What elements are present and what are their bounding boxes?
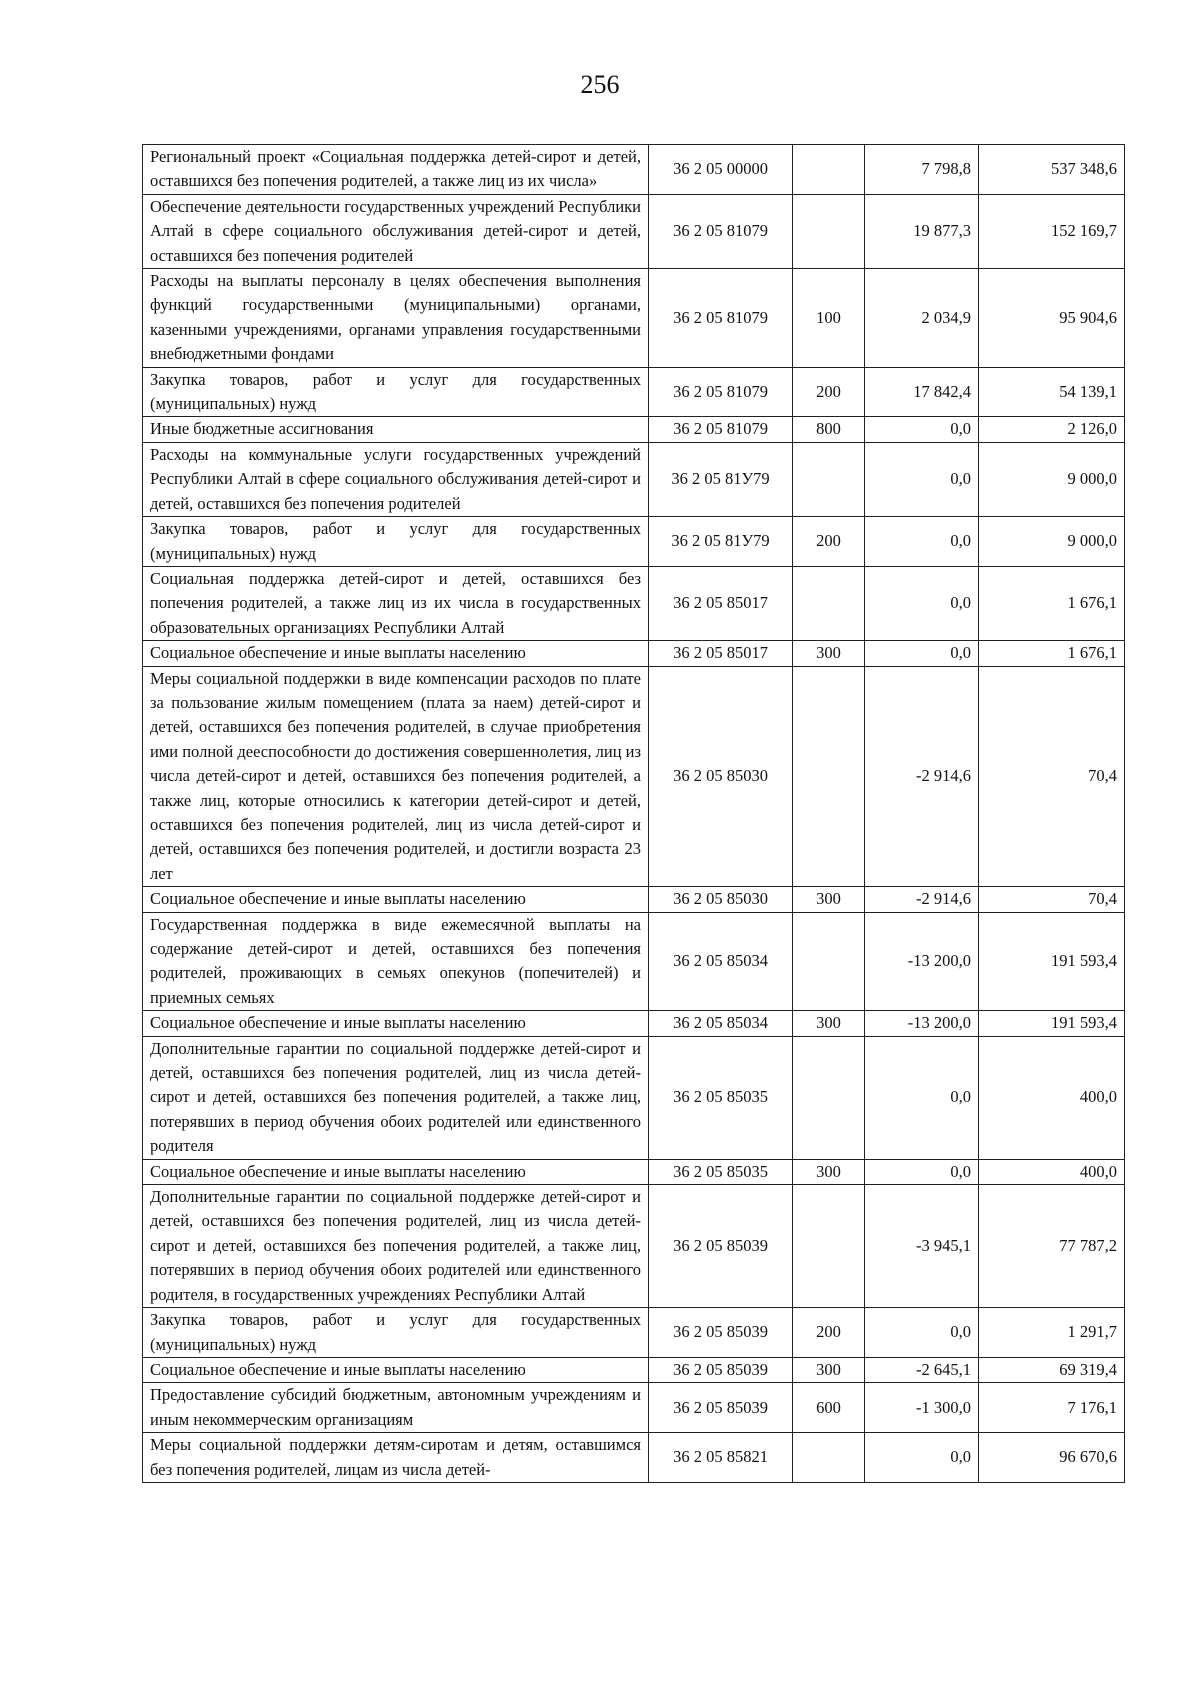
- row-name-cell: Дополнительные гарантии по социальной поддержке детей-сирот и детей, оставшихся без попечения родителей, лиц из числа детей-сирот и детей, оставшихся без попечения родителей, а также лиц, потерявших в период обучения обоих родителей или единственного родителя: [143, 1036, 649, 1159]
- row-name-cell: Социальное обеспечение и иные выплаты населению: [143, 641, 649, 666]
- table-row: [143, 1036, 1125, 1159]
- row-code-cell: 36 2 05 85039: [649, 1185, 793, 1308]
- table-row: [143, 145, 1125, 195]
- row-total-amount-cell: 70,4: [979, 666, 1125, 887]
- table-row: [143, 912, 1125, 1011]
- page-number: 256: [580, 70, 620, 99]
- row-change-amount-cell: 0,0: [865, 1308, 979, 1358]
- row-code-cell: 36 2 05 81079: [649, 417, 793, 442]
- row-total-amount-cell: 9 000,0: [979, 517, 1125, 567]
- row-expense-type-cell: [793, 442, 865, 516]
- row-expense-type-cell: [793, 566, 865, 640]
- row-total-amount-cell: 191 593,4: [979, 912, 1125, 1011]
- row-name-cell: Обеспечение деятельности государственных учреждений Республики Алтай в сфере социального обслуживания детей-сирот и детей, оставшихся без попечения родителей: [143, 194, 649, 268]
- row-expense-type-cell: [793, 912, 865, 1011]
- row-change-amount-cell: 17 842,4: [865, 367, 979, 417]
- row-total-amount-cell: 400,0: [979, 1159, 1125, 1184]
- row-total-amount-cell: 70,4: [979, 887, 1125, 912]
- row-name-cell: Меры социальной поддержки детям-сиротам и детям, оставшимся без попечения родителей, лицам из числа детей-: [143, 1433, 649, 1483]
- row-change-amount-cell: 7 798,8: [865, 145, 979, 195]
- row-expense-type-cell: 200: [793, 1308, 865, 1358]
- row-name-cell: Иные бюджетные ассигнования: [143, 417, 649, 442]
- row-code-cell: 36 2 05 81079: [649, 194, 793, 268]
- row-change-amount-cell: 19 877,3: [865, 194, 979, 268]
- row-expense-type-cell: [793, 1036, 865, 1159]
- row-name-cell: Социальная поддержка детей-сирот и детей, оставшихся без попечения родителей, а также лиц из их числа в государственных образовательных организациях Республики Алтай: [143, 566, 649, 640]
- row-name-cell: Меры социальной поддержки в виде компенсации расходов по плате за пользование жилым помещением (плата за наем) детей-сирот и детей, оставшихся без попечения родителей, в случае приобретения ими полной дееспособности до достижения совершеннолетия, лиц из числа детей-сирот и детей, оставшихся без попечения родителей, а также лиц, которые относились к категории детей-сирот и детей, оставшихся без попечения родителей, лиц из числа детей-сирот и детей, оставшихся без попечения родителей, и достигли возраста 23 лет: [143, 666, 649, 887]
- row-change-amount-cell: 0,0: [865, 1036, 979, 1159]
- table-row: [143, 1159, 1125, 1184]
- row-total-amount-cell: 69 319,4: [979, 1357, 1125, 1382]
- row-change-amount-cell: 0,0: [865, 641, 979, 666]
- row-code-cell: 36 2 05 85017: [649, 641, 793, 666]
- row-total-amount-cell: 1 676,1: [979, 641, 1125, 666]
- row-change-amount-cell: -2 914,6: [865, 666, 979, 887]
- row-total-amount-cell: 9 000,0: [979, 442, 1125, 516]
- row-name-cell: Социальное обеспечение и иные выплаты населению: [143, 887, 649, 912]
- row-expense-type-cell: 800: [793, 417, 865, 442]
- row-expense-type-cell: 100: [793, 269, 865, 368]
- row-name-cell: Расходы на выплаты персоналу в целях обеспечения выполнения функций государственными (муниципальными) органами, казенными учреждениями, органами управления государственными внебюджетными фондами: [143, 269, 649, 368]
- row-change-amount-cell: 0,0: [865, 517, 979, 567]
- row-total-amount-cell: 7 176,1: [979, 1383, 1125, 1433]
- row-expense-type-cell: 300: [793, 1159, 865, 1184]
- row-total-amount-cell: 1 291,7: [979, 1308, 1125, 1358]
- table-row: [143, 417, 1125, 442]
- row-name-cell: Региональный проект «Социальная поддержка детей-сирот и детей, оставшихся без попечения родителей, а также лиц из их числа»: [143, 145, 649, 195]
- table-row: [143, 666, 1125, 887]
- row-expense-type-cell: [793, 1433, 865, 1483]
- row-code-cell: 36 2 05 85017: [649, 566, 793, 640]
- table-row: [143, 1357, 1125, 1382]
- table-row: [143, 367, 1125, 417]
- table-row: [143, 887, 1125, 912]
- row-total-amount-cell: 400,0: [979, 1036, 1125, 1159]
- row-change-amount-cell: 0,0: [865, 1159, 979, 1184]
- row-change-amount-cell: -13 200,0: [865, 912, 979, 1011]
- row-total-amount-cell: 54 139,1: [979, 367, 1125, 417]
- row-name-cell: Социальное обеспечение и иные выплаты населению: [143, 1011, 649, 1036]
- row-change-amount-cell: 0,0: [865, 417, 979, 442]
- row-code-cell: 36 2 05 00000: [649, 145, 793, 195]
- row-code-cell: 36 2 05 85034: [649, 912, 793, 1011]
- row-total-amount-cell: 96 670,6: [979, 1433, 1125, 1483]
- table-row: [143, 442, 1125, 516]
- table-row: [143, 1308, 1125, 1358]
- row-change-amount-cell: 2 034,9: [865, 269, 979, 368]
- row-change-amount-cell: -3 945,1: [865, 1185, 979, 1308]
- row-code-cell: 36 2 05 85039: [649, 1308, 793, 1358]
- row-change-amount-cell: -2 645,1: [865, 1357, 979, 1382]
- row-expense-type-cell: 300: [793, 1357, 865, 1382]
- row-expense-type-cell: 300: [793, 1011, 865, 1036]
- table-row: [143, 641, 1125, 666]
- table-row: [143, 1433, 1125, 1483]
- row-total-amount-cell: 191 593,4: [979, 1011, 1125, 1036]
- row-code-cell: 36 2 05 81079: [649, 269, 793, 368]
- row-expense-type-cell: 200: [793, 367, 865, 417]
- table-row: [143, 1011, 1125, 1036]
- row-name-cell: Предоставление субсидий бюджетным, автономным учреждениям и иным некоммерческим организациям: [143, 1383, 649, 1433]
- row-change-amount-cell: 0,0: [865, 1433, 979, 1483]
- row-name-cell: Закупка товаров, работ и услуг для государственных (муниципальных) нужд: [143, 517, 649, 567]
- budget-table: [142, 144, 1125, 1483]
- table-row: [143, 194, 1125, 268]
- row-code-cell: 36 2 05 85035: [649, 1159, 793, 1184]
- table-row: [143, 517, 1125, 567]
- row-name-cell: Социальное обеспечение и иные выплаты населению: [143, 1357, 649, 1382]
- row-change-amount-cell: -1 300,0: [865, 1383, 979, 1433]
- row-expense-type-cell: 600: [793, 1383, 865, 1433]
- row-expense-type-cell: [793, 194, 865, 268]
- row-name-cell: Дополнительные гарантии по социальной поддержке детей-сирот и детей, оставшихся без попечения родителей, лиц из числа детей-сирот и детей, оставшихся без попечения родителей, а также лиц, потерявших в период обучения обоих родителей или единственного родителя, в государственных учреждениях Республики Алтай: [143, 1185, 649, 1308]
- row-expense-type-cell: 300: [793, 641, 865, 666]
- table-row: [143, 1383, 1125, 1433]
- row-code-cell: 36 2 05 81079: [649, 367, 793, 417]
- row-expense-type-cell: 300: [793, 887, 865, 912]
- row-code-cell: 36 2 05 85821: [649, 1433, 793, 1483]
- row-expense-type-cell: [793, 145, 865, 195]
- table-row: [143, 269, 1125, 368]
- row-code-cell: 36 2 05 85034: [649, 1011, 793, 1036]
- row-total-amount-cell: 537 348,6: [979, 145, 1125, 195]
- row-expense-type-cell: 200: [793, 517, 865, 567]
- row-code-cell: 36 2 05 81У79: [649, 442, 793, 516]
- row-code-cell: 36 2 05 81У79: [649, 517, 793, 567]
- row-change-amount-cell: 0,0: [865, 566, 979, 640]
- row-change-amount-cell: -2 914,6: [865, 887, 979, 912]
- row-name-cell: Закупка товаров, работ и услуг для государственных (муниципальных) нужд: [143, 1308, 649, 1358]
- row-change-amount-cell: 0,0: [865, 442, 979, 516]
- row-code-cell: 36 2 05 85039: [649, 1357, 793, 1382]
- row-total-amount-cell: 77 787,2: [979, 1185, 1125, 1308]
- row-code-cell: 36 2 05 85039: [649, 1383, 793, 1433]
- row-total-amount-cell: 2 126,0: [979, 417, 1125, 442]
- table-row: [143, 1185, 1125, 1308]
- row-expense-type-cell: [793, 1185, 865, 1308]
- row-change-amount-cell: -13 200,0: [865, 1011, 979, 1036]
- row-total-amount-cell: 1 676,1: [979, 566, 1125, 640]
- row-code-cell: 36 2 05 85035: [649, 1036, 793, 1159]
- row-name-cell: Государственная поддержка в виде ежемесячной выплаты на содержание детей-сирот и детей, оставшихся без попечения родителей, проживающих в семьях опекунов (попечителей) и приемных семьях: [143, 912, 649, 1011]
- row-total-amount-cell: 95 904,6: [979, 269, 1125, 368]
- row-total-amount-cell: 152 169,7: [979, 194, 1125, 268]
- row-name-cell: Закупка товаров, работ и услуг для государственных (муниципальных) нужд: [143, 367, 649, 417]
- row-name-cell: Социальное обеспечение и иные выплаты населению: [143, 1159, 649, 1184]
- row-expense-type-cell: [793, 666, 865, 887]
- row-code-cell: 36 2 05 85030: [649, 887, 793, 912]
- row-code-cell: 36 2 05 85030: [649, 666, 793, 887]
- row-name-cell: Расходы на коммунальные услуги государственных учреждений Республики Алтай в сфере социального обслуживания детей-сирот и детей, оставшихся без попечения родителей: [143, 442, 649, 516]
- table-row: [143, 566, 1125, 640]
